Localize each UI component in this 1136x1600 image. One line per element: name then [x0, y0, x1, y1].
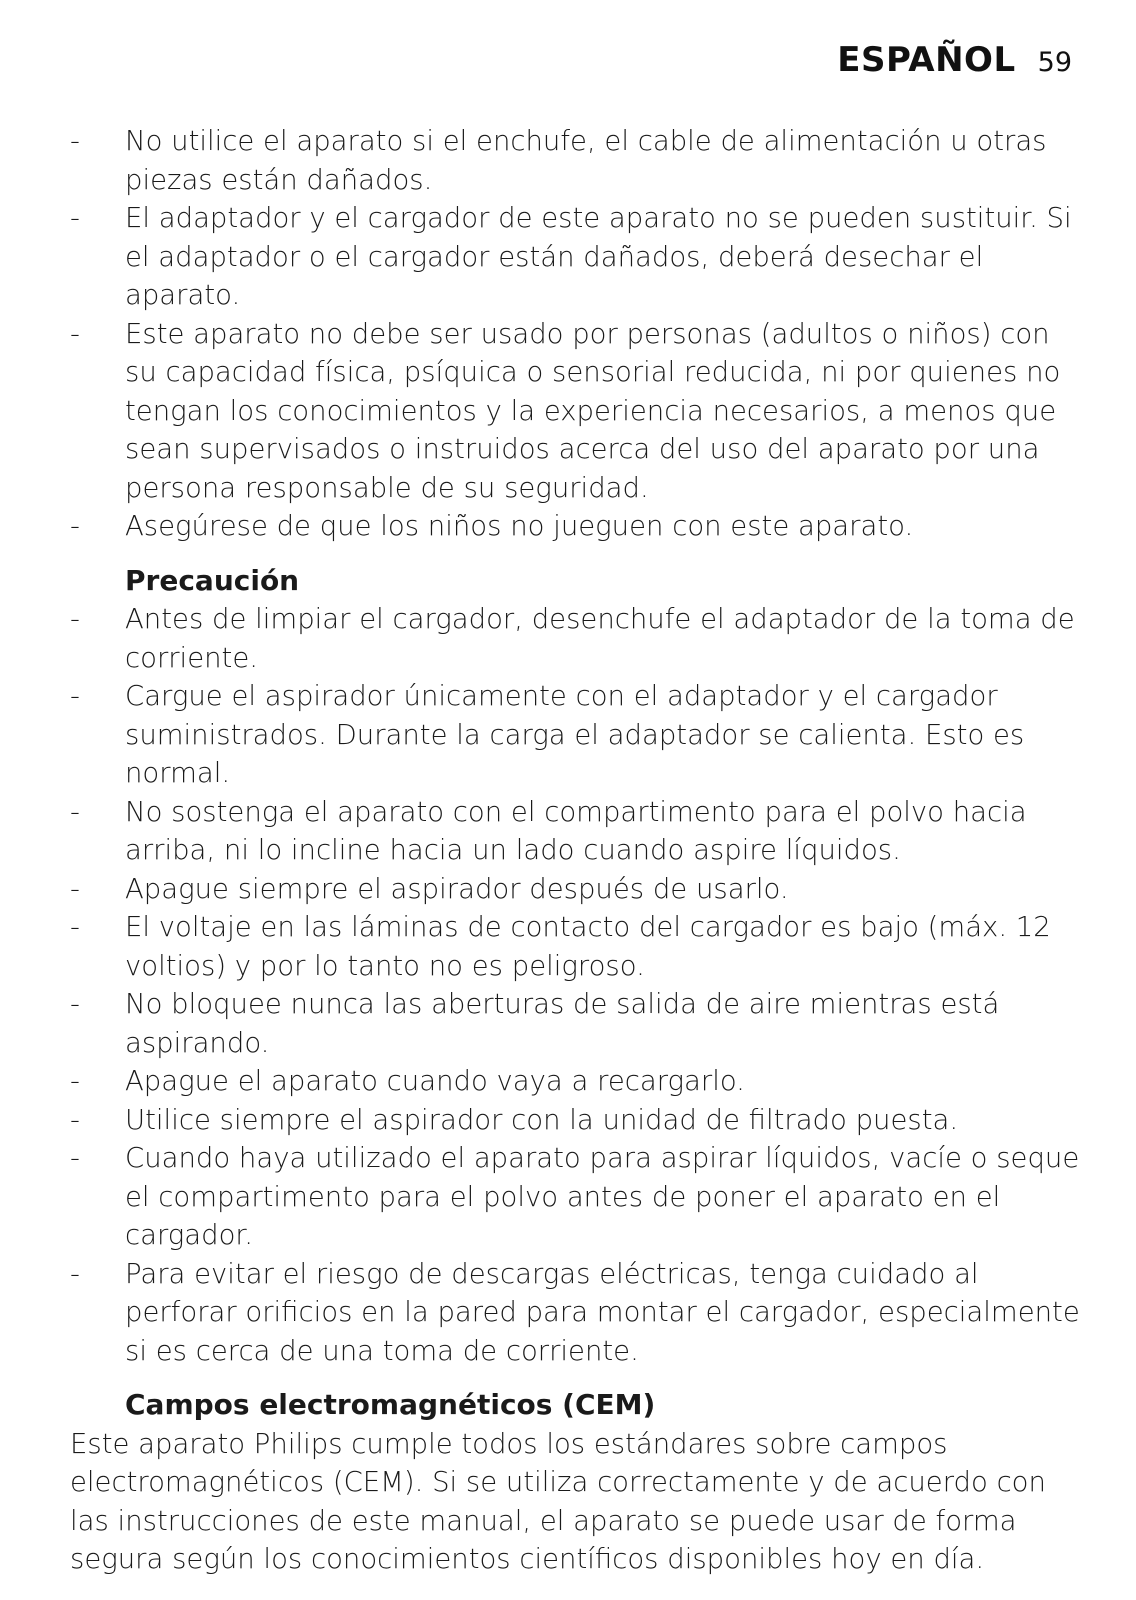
- dash-marker: -: [70, 872, 80, 905]
- caution-bullet-list: [70, 600, 1080, 1370]
- list-item: [70, 315, 1080, 508]
- list-item: [70, 507, 1080, 546]
- dash-marker: -: [70, 125, 80, 157]
- list-item-text: Antes de limpiar el cargador, desenchufe el adaptador de la toma de corriente.: [125, 603, 1075, 674]
- emf-paragraph: Este aparato Philips cumple todos los estándares sobre campos electromagnéticos (CEM). Si se utiliza correctamente y de acuerdo con las instrucciones de este manual, el aparato se puede usar de forma segura según los conocimientos científicos disponibles hoy en día.: [70, 1427, 1046, 1575]
- list-item-text: Asegúrese de que los niños no jueguen con este aparato.: [125, 510, 914, 542]
- dash-marker: -: [70, 603, 80, 635]
- list-item-text: Apague el aparato cuando vaya a recargarlo.: [125, 1065, 745, 1097]
- list-item: [70, 870, 1080, 909]
- list-item-text: Cargue el aspirador únicamente con el adaptador y el cargador suministrados. Durante la carga el adaptador se calienta. Esto es normal.: [125, 680, 1025, 789]
- dash-marker: -: [70, 1103, 80, 1136]
- caution-heading: Precaución: [125, 563, 300, 597]
- page-content: [70, 122, 1080, 1579]
- dash-marker: -: [70, 911, 80, 943]
- list-item-text: No sostenga el aparato con el compartimento para el polvo hacia arriba, ni lo incline hacia un lado cuando aspire líquidos.: [125, 795, 1027, 866]
- page-header: [837, 40, 1072, 80]
- list-item-text: No utilice el aparato si el enchufe, el cable de alimentación u otras piezas están dañados.: [125, 125, 1047, 196]
- list-item: [70, 199, 1080, 315]
- list-item: [70, 908, 1080, 985]
- list-item: [70, 985, 1080, 1062]
- dash-marker: -: [70, 1257, 80, 1290]
- list-item-text: Para evitar el riesgo de descargas eléctricas, tenga cuidado al perforar orificios en la pared para montar el cargador, especialmente si es cerca de una toma de corriente.: [125, 1257, 1080, 1367]
- list-item: [70, 122, 1080, 199]
- dash-marker: -: [70, 202, 80, 234]
- list-item: [70, 1062, 1080, 1101]
- list-item: [70, 1101, 1080, 1140]
- list-item-text: El adaptador y el cargador de este aparato no se pueden sustituir. Si el adaptador o el cargador están dañados, deberá desechar el aparato.: [125, 202, 1072, 311]
- list-item: [70, 600, 1080, 677]
- dash-marker: -: [70, 317, 80, 350]
- dash-marker: -: [70, 1065, 80, 1097]
- list-item: [70, 1255, 1080, 1371]
- page-number: 59: [1037, 47, 1072, 78]
- list-item: [70, 677, 1080, 793]
- dash-marker: -: [70, 988, 80, 1020]
- intro-bullet-list: [70, 122, 1080, 546]
- list-item-text: Cuando haya utilizado el aparato para aspirar líquidos, vacíe o seque el compartimento para el polvo antes de poner el aparato en el cargador.: [125, 1142, 1080, 1251]
- emf-heading: Campos electromagnéticos (CEM): [125, 1388, 656, 1421]
- dash-marker: -: [70, 680, 80, 712]
- list-item-text: El voltaje en las láminas de contacto del cargador es bajo (máx. 12 voltios) y por lo tanto no es peligroso.: [125, 911, 1051, 982]
- dash-marker: -: [70, 510, 80, 542]
- list-item-text: Este aparato no debe ser usado por personas (adultos o niños) con su capacidad física, psíquica o sensorial reducida, ni por quienes no tengan los conocimientos y la experiencia necesarios, a menos que sean supervisados o instruidos acerca del uso del aparato por una persona responsable de su seguridad.: [125, 317, 1061, 504]
- list-item-text: Utilice siempre el aspirador con la unidad de filtrado puesta.: [125, 1103, 959, 1136]
- list-item-text: Apague siempre el aspirador después de usarlo.: [125, 872, 789, 905]
- dash-marker: -: [70, 795, 80, 828]
- language-label: ESPAÑOL: [837, 40, 1016, 80]
- list-item-text: No bloquee nunca las aberturas de salida de aire mientras está aspirando.: [125, 988, 1000, 1059]
- list-item: [70, 1139, 1080, 1255]
- list-item: [70, 793, 1080, 870]
- dash-marker: -: [70, 1142, 80, 1174]
